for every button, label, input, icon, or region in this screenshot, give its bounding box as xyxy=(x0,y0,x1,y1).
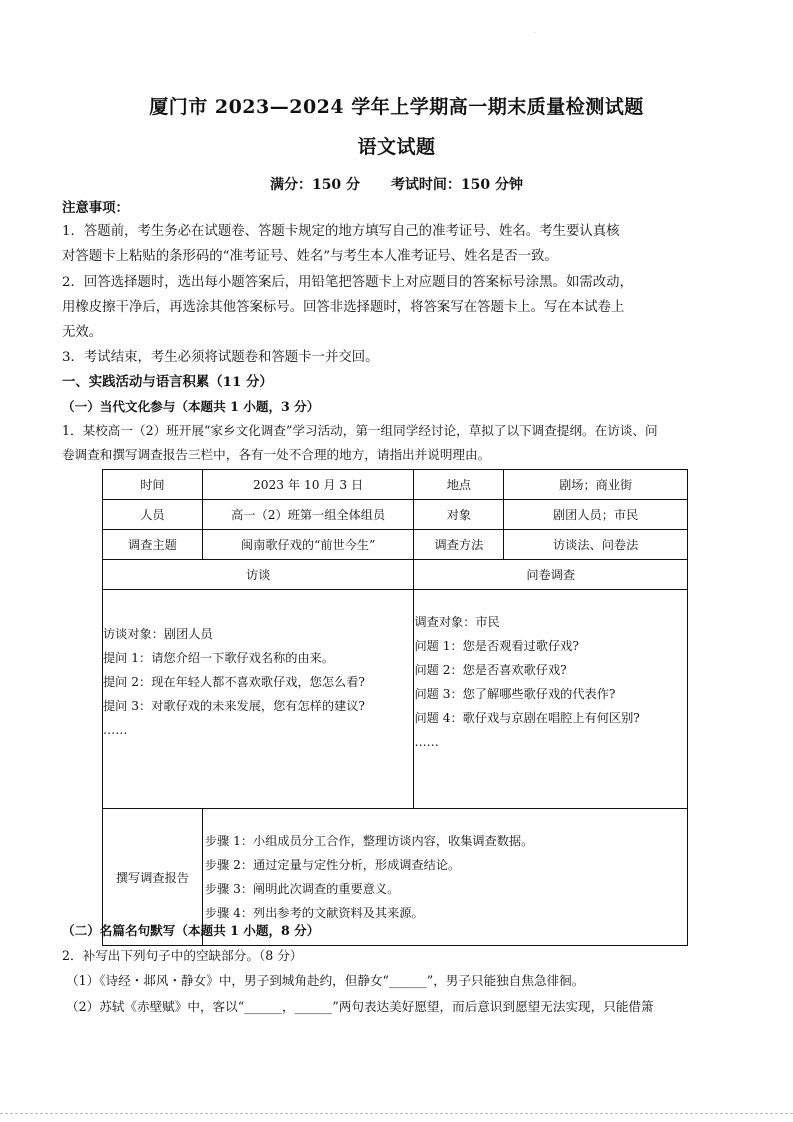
part1-heading: （一）当代文化参与（本题共 1 小题，3 分） xyxy=(62,399,320,414)
people-value: 高一（2）班第一组全体组员 xyxy=(202,500,414,530)
method-label: 调查方法 xyxy=(414,530,504,560)
full-score: 满分：150 分 xyxy=(269,177,361,193)
target-value: 剧团人员；市民 xyxy=(504,500,688,530)
note-line: 3．考试结束，考生必须将试题卷和答题卡一并交回。 xyxy=(62,350,379,365)
exam-time: 考试时间：150 分钟 xyxy=(390,177,524,193)
report-step: 步骤 1：小组成员分工合作，整理访谈内容，收集调查数据。 xyxy=(204,834,534,848)
table-row xyxy=(103,590,688,809)
question1-line: 卷调查和撰写调查报告三栏中，各有一处不合理的地方，请指出并说明理由。 xyxy=(62,447,491,462)
note-line: 无效。 xyxy=(62,325,103,340)
page-bottom-rule xyxy=(0,1113,793,1114)
part2-heading: （二）名篇名句默写（本题共 1 小题，8 分） xyxy=(62,923,320,938)
questionnaire-line: 问题 1：您是否观看过歌仔戏? xyxy=(414,639,579,653)
questionnaire-line: …… xyxy=(414,735,439,749)
interview-heading: 访谈 xyxy=(103,560,414,590)
time-value: 2023 年 10 月 3 日 xyxy=(202,470,414,500)
place-label: 地点 xyxy=(414,470,504,500)
table-row xyxy=(103,470,688,500)
topic-label: 调查主题 xyxy=(103,530,203,560)
method-value: 访谈法、问卷法 xyxy=(504,530,688,560)
report-step: 步骤 2：通过定量与定性分析，形成调查结论。 xyxy=(204,858,461,872)
section1-heading: 一、实践活动与语言积累（11 分） xyxy=(62,374,273,390)
questionnaire-cell xyxy=(414,590,688,809)
questionnaire-line: 调查对象：市民 xyxy=(414,615,500,629)
score-time-line xyxy=(0,174,793,194)
subject-title: 语文试题 xyxy=(357,136,436,158)
topic-value: 闽南歌仔戏的“前世今生” xyxy=(202,530,414,560)
notes-heading: 注意事项： xyxy=(62,200,129,216)
time-label: 时间 xyxy=(103,470,203,500)
note-line: 对答题卡上粘贴的条形码的“准考证号、姓名”与考生本人准考证号、姓名是否一致。 xyxy=(62,249,558,264)
note-line: 1．答题前，考生务必在试题卷、答题卡规定的地方填写自己的准考证号、姓名。考生要认真核 xyxy=(62,224,620,239)
report-step: 步骤 3：阐明此次调查的重要意义。 xyxy=(204,882,400,896)
table-row xyxy=(103,500,688,530)
question2-1-line: （1）《诗经・邶风・静女》中，男子到城角赴约，但静女“______”，男子只能独自焦急徘徊。 xyxy=(66,973,585,988)
target-label: 对象 xyxy=(414,500,504,530)
interview-line: …… xyxy=(103,723,128,737)
note-line: 2．回答选择题时，选出每小题答案后，用铅笔把答题卡上对应题目的答案标号涂黑。如需改动， xyxy=(62,275,633,290)
interview-cell xyxy=(103,590,414,809)
exam-title: 厦门市 2023—2024 学年上学期高一期末质量检测试题 xyxy=(149,96,644,118)
interview-line: 提问 2：现在年轻人都不喜欢歌仔戏，您怎么看? xyxy=(103,675,365,689)
question2-2-line: （2）苏轼《赤壁赋》中，客以“______，______”两句表达美好愿望，而后意识到愿望无法实现，只能借箫 xyxy=(66,999,654,1014)
question1-line: 1．某校高一（2）班开展“家乡文化调查”学习活动，第一组同学经讨论，草拟了以下调查提纲。在访谈、问 xyxy=(62,423,658,438)
scan-dot: · xyxy=(534,30,536,37)
interview-line: 访谈对象：剧团人员 xyxy=(103,627,213,641)
table-row xyxy=(103,560,688,590)
question2-line: 2．补写出下列句子中的空缺部分。（8 分） xyxy=(62,948,303,963)
note-line: 用橡皮擦干净后，再选涂其他答案标号。回答非选择题时，将答案写在答题卡上。写在本试卷上 xyxy=(62,300,625,315)
place-value: 剧场；商业街 xyxy=(504,470,688,500)
questionnaire-line: 问题 4：歌仔戏与京剧在唱腔上有何区别? xyxy=(414,711,640,725)
survey-outline-table xyxy=(102,469,688,946)
report-step: 步骤 4：列出参考的文献资料及其来源。 xyxy=(204,906,424,920)
questionnaire-heading: 问卷调查 xyxy=(414,560,688,590)
interview-line: 提问 1：请您介绍一下歌仔戏名称的由来。 xyxy=(103,651,335,665)
questionnaire-line: 问题 2：您是否喜欢歌仔戏? xyxy=(414,663,567,677)
questionnaire-line: 问题 3：您了解哪些歌仔戏的代表作? xyxy=(414,687,616,701)
table-row xyxy=(103,530,688,560)
report-label: 撰写调查报告 xyxy=(103,809,203,946)
interview-line: 提问 3：对歌仔戏的未来发展，您有怎样的建议? xyxy=(103,699,365,713)
people-label: 人员 xyxy=(103,500,203,530)
